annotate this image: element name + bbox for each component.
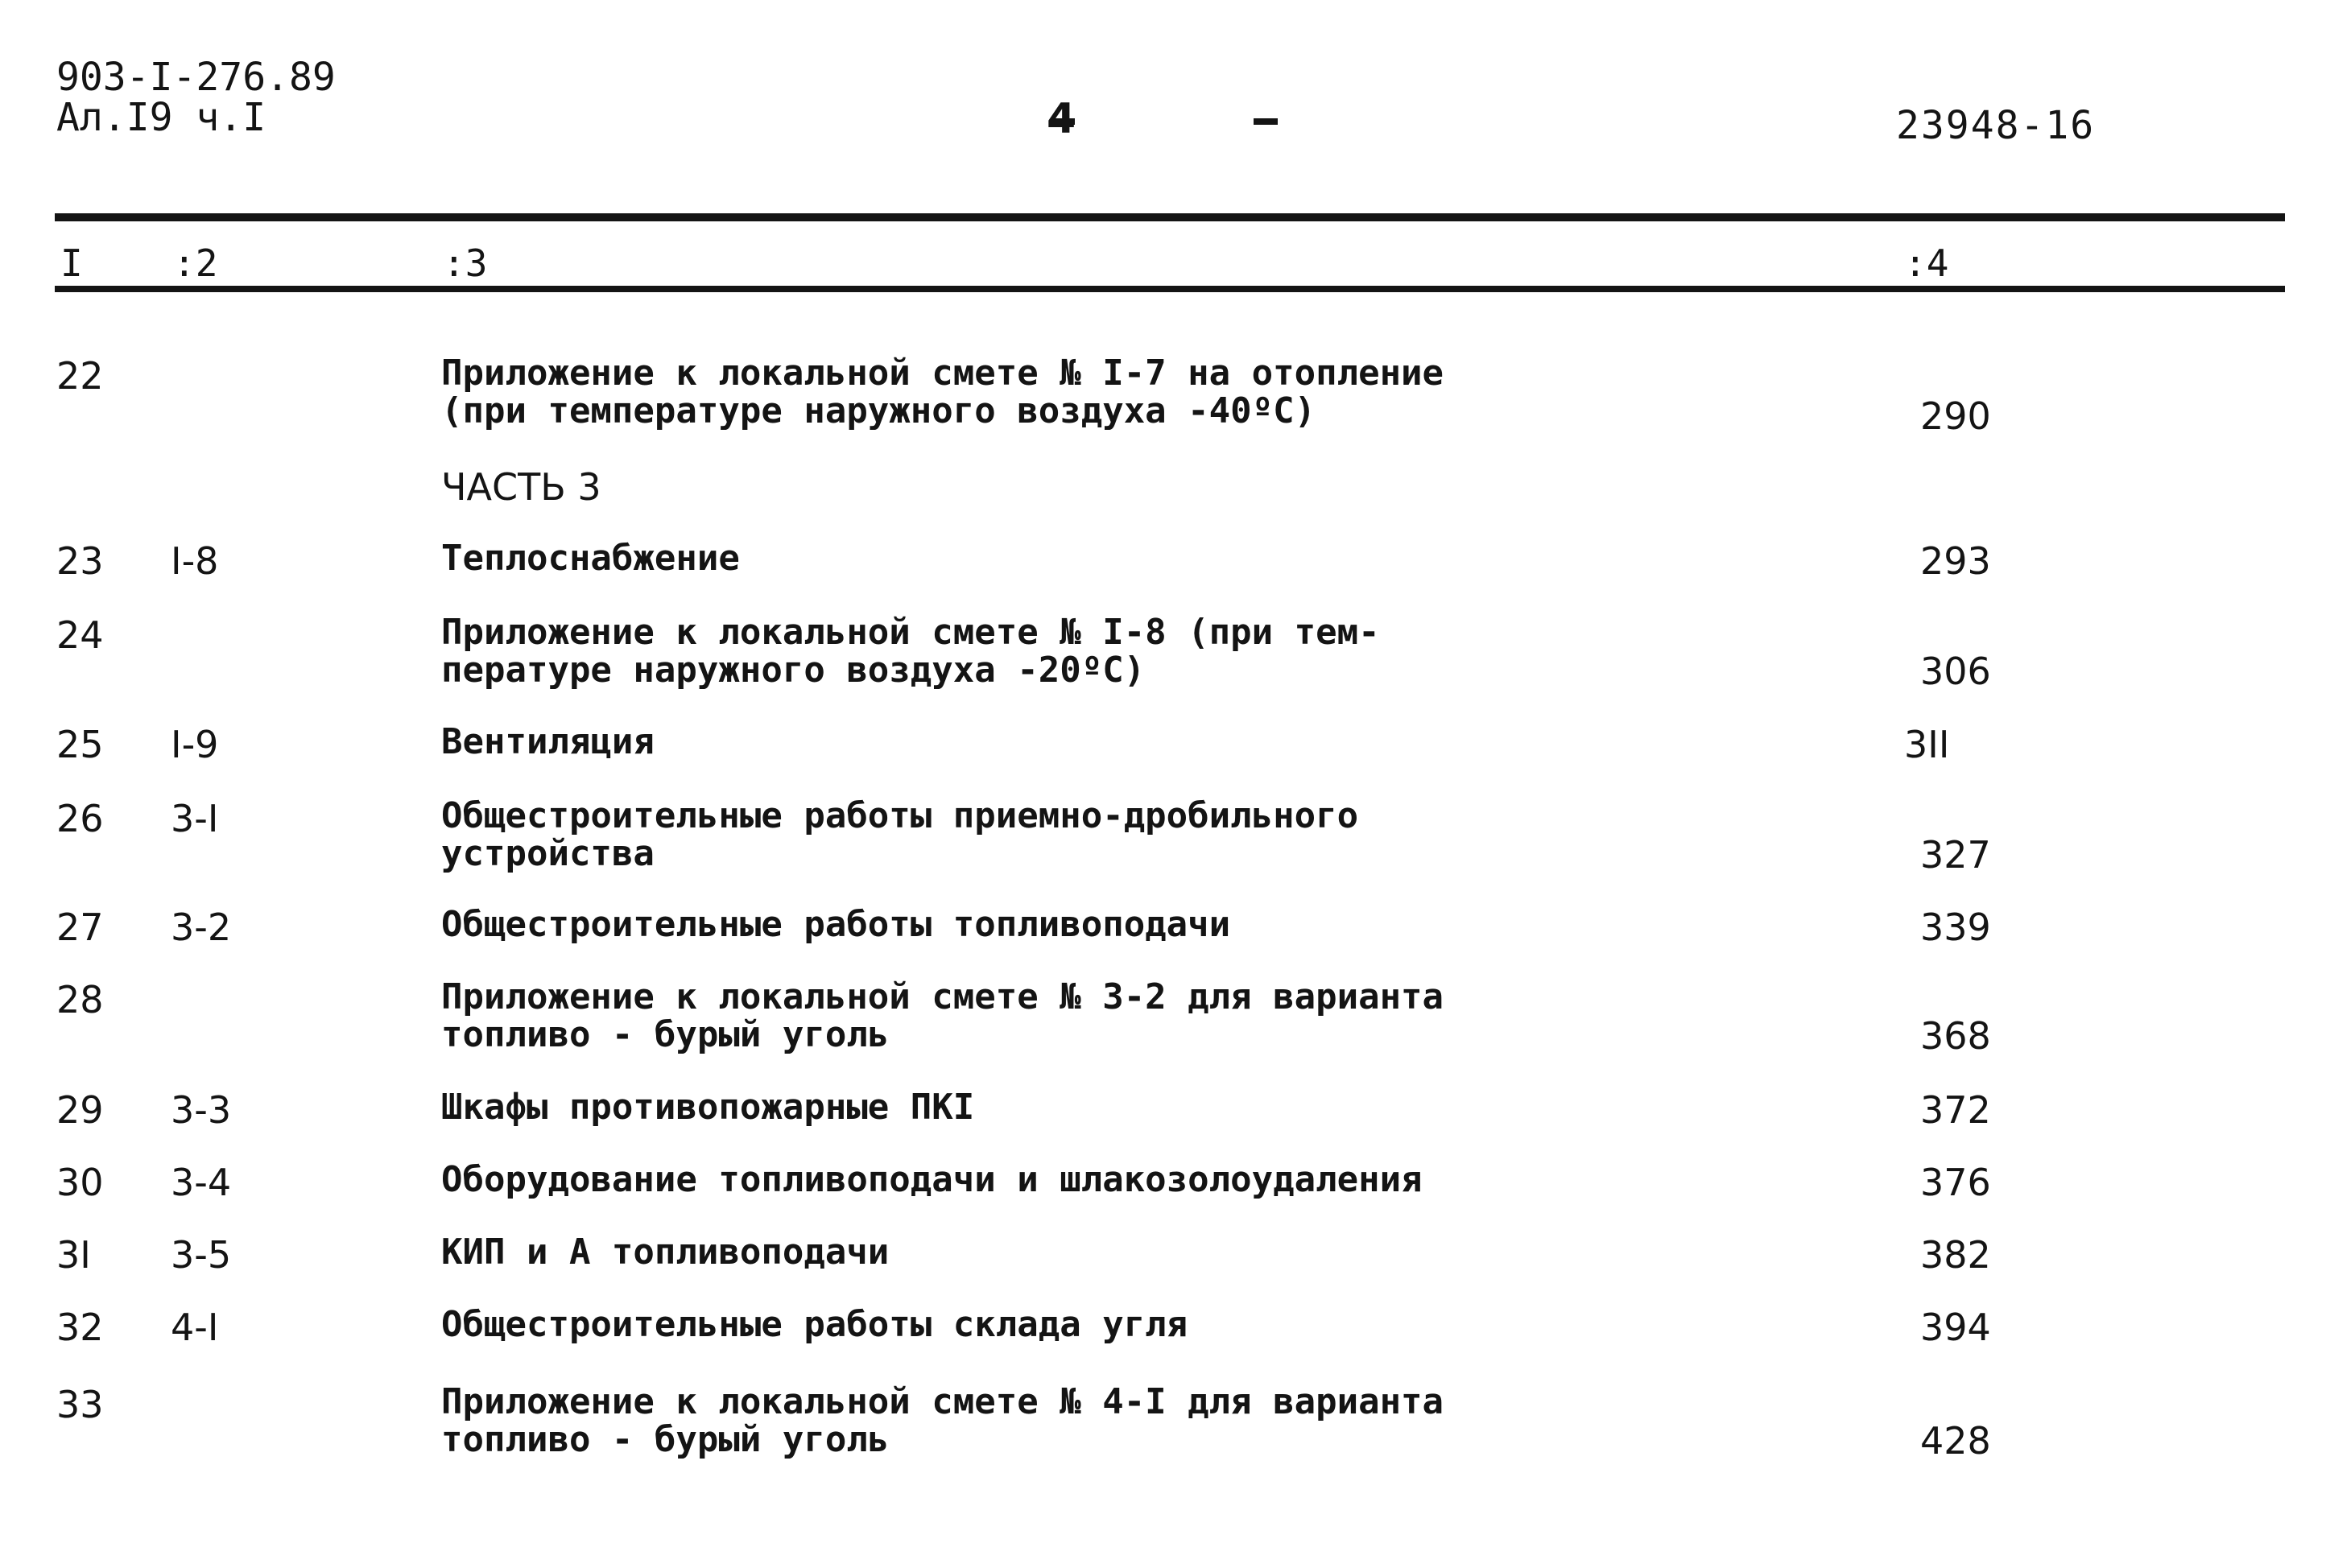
row-description: Общестроительные работы приемно-дробильного устройства xyxy=(441,795,1359,874)
row-number: 25 xyxy=(56,723,104,766)
row-description: Приложение к локальной смете № I-7 на отопление (при температуре наружного воздуха -40ºC) xyxy=(441,353,1444,431)
row-description: Приложение к локальной смете № 3-2 для варианта топливо - бурый уголь xyxy=(441,976,1444,1055)
album-volume: Ал.I9 ч.I xyxy=(56,95,266,140)
estimate-code: I-8 xyxy=(171,539,219,583)
row-description: Вентиляция xyxy=(441,721,655,762)
page-number-dash-right xyxy=(1254,118,1278,125)
column-header-1: I xyxy=(60,241,83,285)
row-description: Теплоснабжение xyxy=(441,538,740,579)
estimate-code: 3-4 xyxy=(171,1161,232,1204)
document-code: 903-I-276.89 xyxy=(56,55,336,100)
row-page: 368 xyxy=(1920,1014,1991,1058)
row-number: 22 xyxy=(56,354,104,398)
row-description: КИП и А топливоподачи xyxy=(441,1232,890,1273)
part-heading: ЧАСТЬ 3 xyxy=(441,465,601,509)
row-number: 30 xyxy=(56,1161,104,1204)
column-header-4: :4 xyxy=(1904,241,1949,285)
row-page: 376 xyxy=(1920,1161,1991,1204)
row-page: 339 xyxy=(1920,906,1991,949)
row-number: 3I xyxy=(56,1233,91,1277)
row-number: 23 xyxy=(56,539,104,583)
row-number: 29 xyxy=(56,1088,104,1132)
row-description: Общестроительные работы склада угля xyxy=(441,1304,1188,1345)
row-page: 3II xyxy=(1904,723,1950,766)
column-header-2: :2 xyxy=(173,241,218,285)
row-number: 32 xyxy=(56,1306,104,1349)
row-description: Приложение к локальной смете № I-8 (при тем- пературе наружного воздуха -20ºC) xyxy=(441,612,1380,691)
row-number: 33 xyxy=(56,1383,104,1426)
table-top-rule xyxy=(55,213,2285,221)
row-page: 382 xyxy=(1920,1233,1991,1277)
row-page: 290 xyxy=(1920,394,1991,438)
table-header-rule xyxy=(55,286,2285,292)
row-description: Общестроительные работы топливоподачи xyxy=(441,904,1231,945)
page-number: 4 xyxy=(1047,95,1076,143)
estimate-code: 3-2 xyxy=(171,906,232,949)
row-number: 26 xyxy=(56,797,104,840)
row-number: 24 xyxy=(56,613,104,657)
row-page: 394 xyxy=(1920,1306,1991,1349)
row-description: Приложение к локальной смете № 4-I для варианта топливо - бурый уголь xyxy=(441,1381,1444,1460)
row-number: 27 xyxy=(56,906,104,949)
row-page: 327 xyxy=(1920,833,1991,877)
row-page: 306 xyxy=(1920,650,1991,693)
row-page: 428 xyxy=(1920,1419,1991,1463)
estimate-code: I-9 xyxy=(171,723,219,766)
row-page: 372 xyxy=(1920,1088,1991,1132)
row-description: Шкафы противопожарные ПКI xyxy=(441,1087,975,1128)
sheet-identifier: 23948-16 xyxy=(1896,103,2096,148)
estimate-code: 4-I xyxy=(171,1306,219,1349)
row-description: Оборудование топливоподачи и шлакозолоудаления xyxy=(441,1159,1423,1200)
row-number: 28 xyxy=(56,978,104,1021)
estimate-code: 3-5 xyxy=(171,1233,232,1277)
row-page: 293 xyxy=(1920,539,1991,583)
estimate-code: 3-3 xyxy=(171,1088,232,1132)
estimate-code: 3-I xyxy=(171,797,219,840)
column-header-3: :3 xyxy=(443,241,488,285)
